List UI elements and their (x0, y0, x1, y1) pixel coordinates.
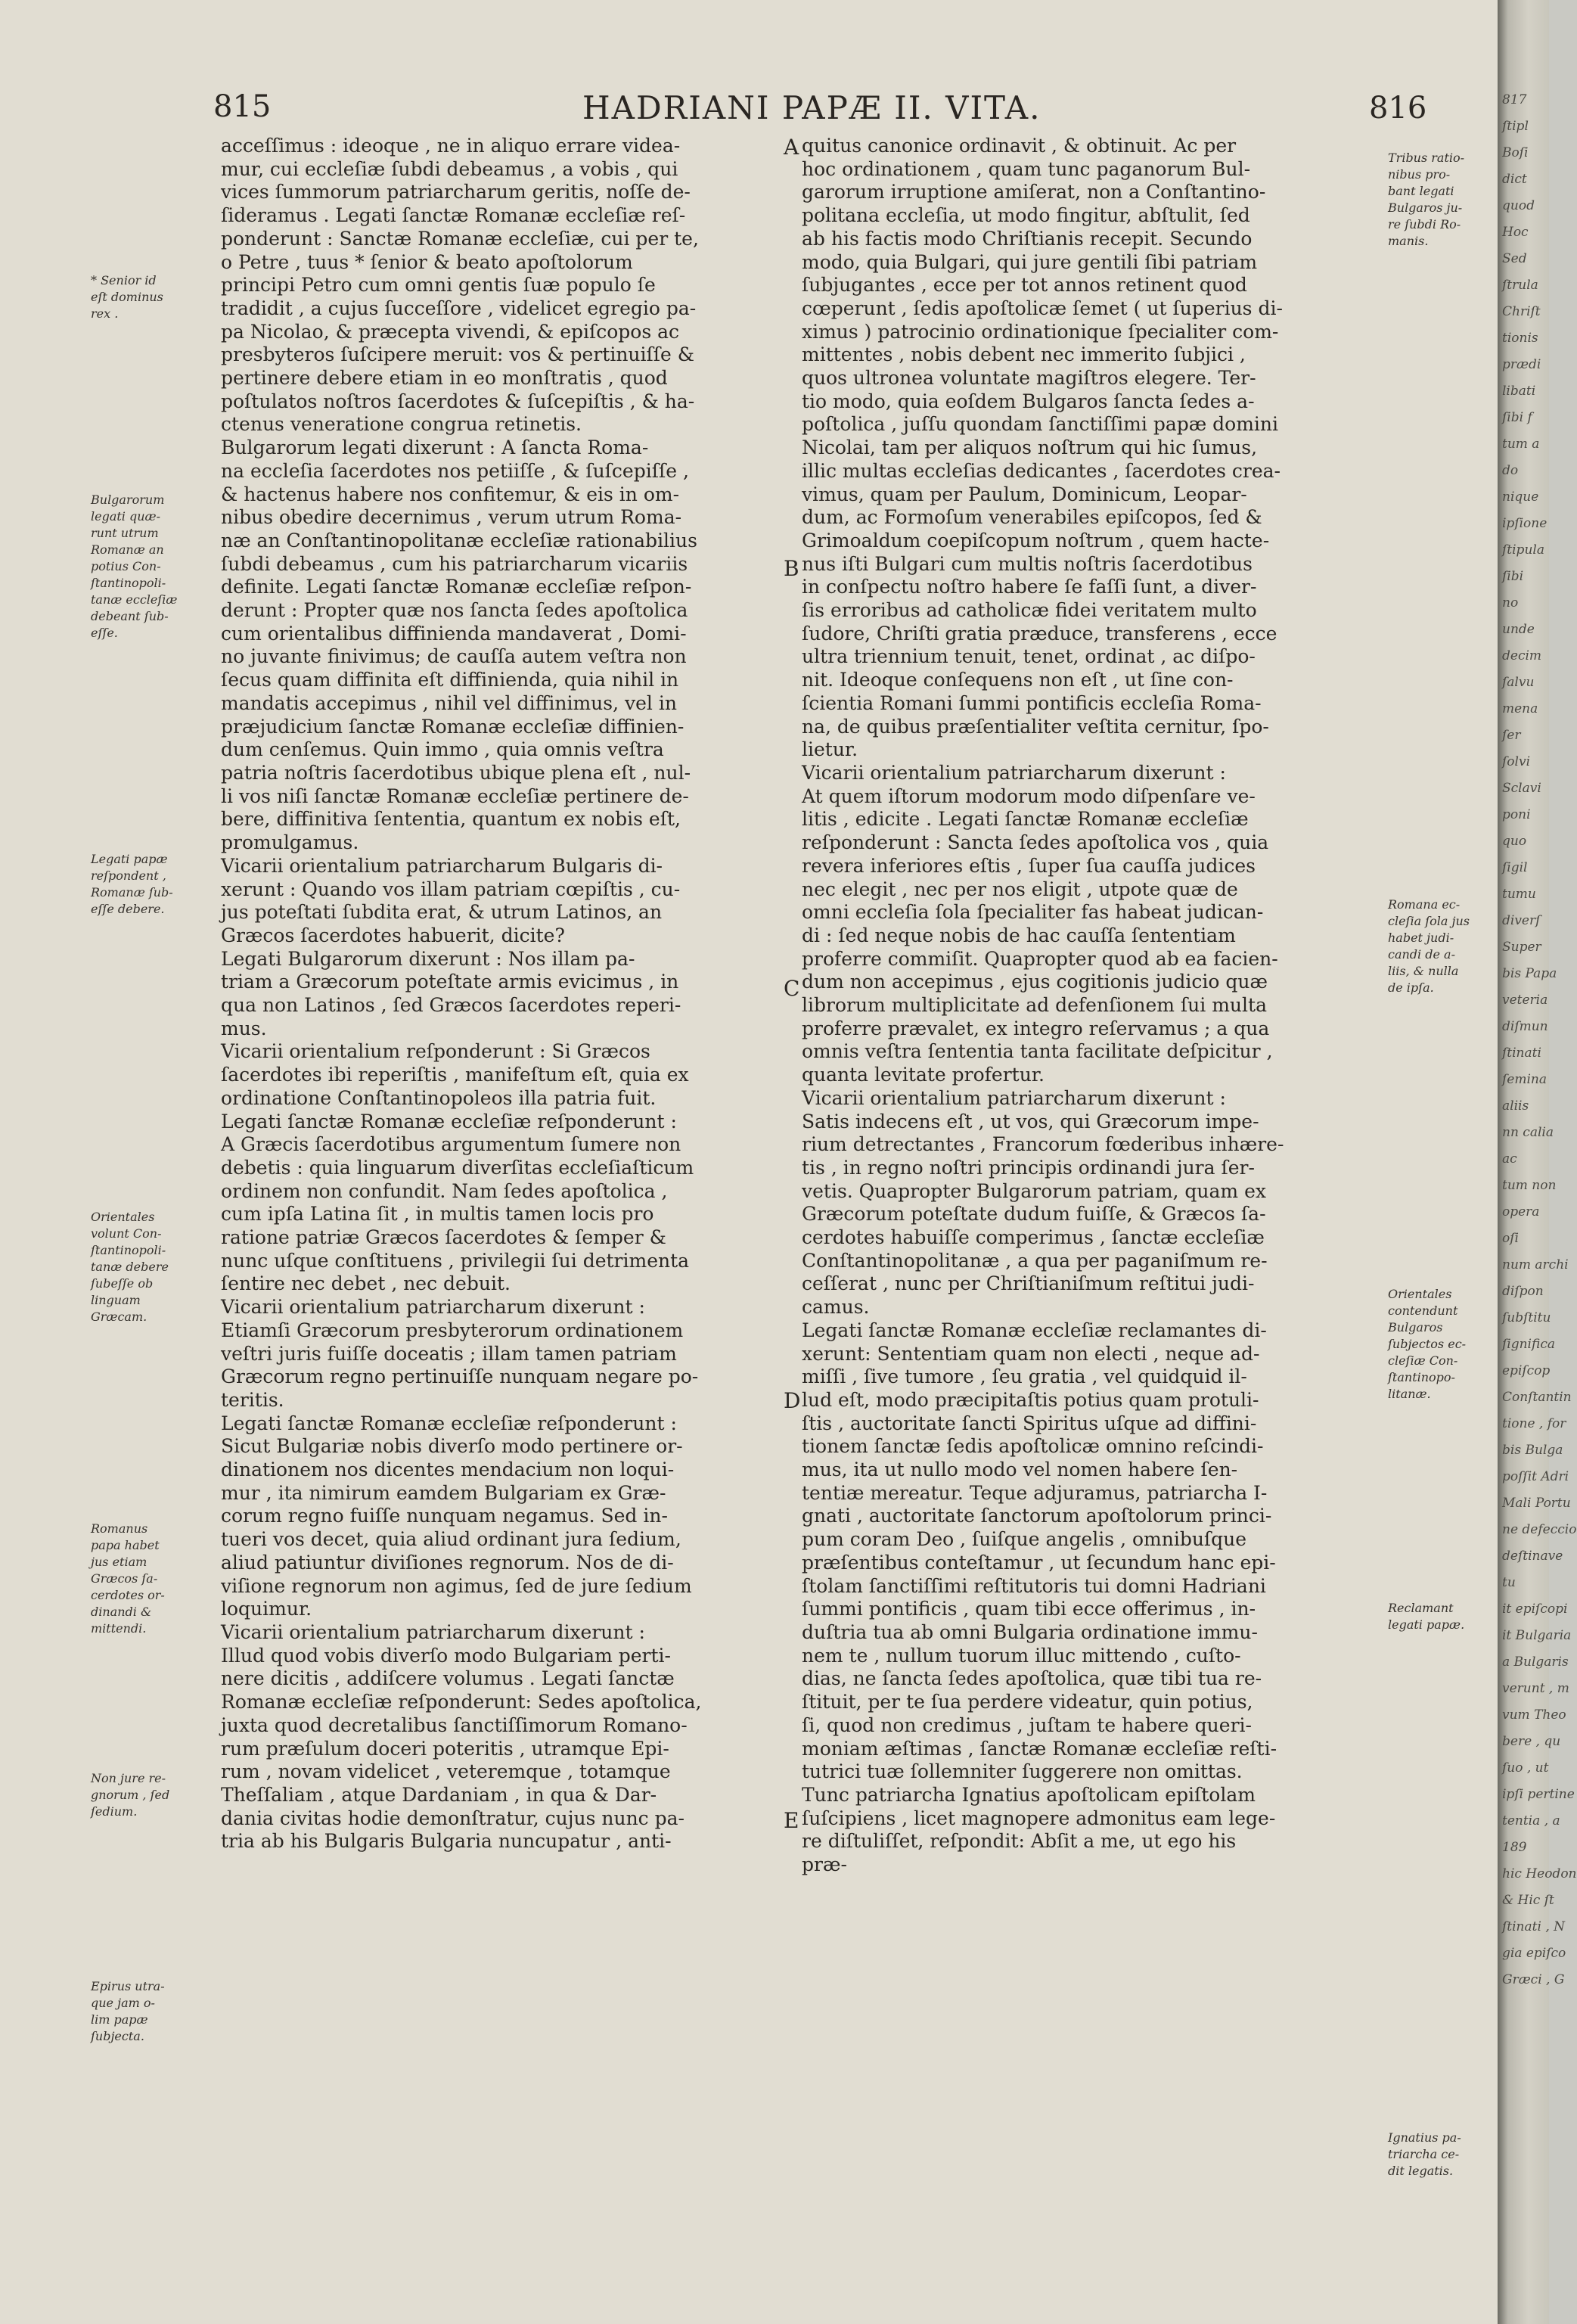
text-line: tis , in regno noſtri principis ordinandi jura ſer- (802, 1156, 1255, 1179)
text-line: ſi, quod non credimus , juſtam te habere queri- (802, 1713, 1252, 1736)
facing-page-fragment: Græci , G (1502, 1972, 1565, 1987)
facing-page-fragment: it Bulgaria (1502, 1628, 1572, 1643)
text-line: triam a Græcorum poteſtate armis evicimus , in (221, 971, 679, 993)
text-line: Vicarii orientalium patriarcharum dixerunt : (802, 1086, 1226, 1109)
margin-note: Tribus ratio- nibus pro- bant legati Bulgaros ju- re ſubdi Ro- manis. (1388, 151, 1465, 248)
facing-page-fragment: Hoc (1502, 225, 1529, 240)
text-line: veſtri juris fuiſſe doceatis ; illam tamen patriam (221, 1342, 677, 1365)
facing-page-fragment: epiſcop (1502, 1363, 1551, 1378)
text-line: proferre commiſit. Quapropter quod ab ea facien- (802, 947, 1278, 970)
text-line: Vicarii orientalium patriarcharum dixerunt : (221, 1621, 645, 1643)
facing-page-fragment: unde (1502, 622, 1535, 637)
text-line: mittentes , nobis debent nec immerito ſubjici , (802, 343, 1246, 366)
text-line: ab his factis modo Chriſtianis recepit. Secundo (802, 227, 1253, 250)
text-line: ratione patriæ Græcos ſacerdotes & ſemper & (221, 1226, 666, 1249)
margin-note: Orientales volunt Con- ſtantinopoli- tanæ debere ſubeſſe ob linguam Græcam. (91, 1210, 169, 1324)
text-line: lud eſt, modo præcipitaſtis potius quam protuli- (802, 1388, 1259, 1411)
facing-page-fragment: ſibi f (1502, 410, 1532, 425)
text-line: Græcorum regno pertinuiſſe nunquam negare po- (221, 1366, 699, 1388)
section-letter: B (784, 556, 799, 581)
text-line: rum , novam videlicet , veteremque , totamque (221, 1760, 671, 1783)
margin-note: Epirus utra- que jam o- lim papæ ſubjecta. (91, 1979, 165, 2043)
text-line: o Petre , tuus * ſenior & beato apoſtolorum (221, 250, 633, 273)
text-line: pertinere debere etiam in eo monſtratis , quod (221, 367, 668, 390)
text-line: ſubdi debeamus , cum his patriarcharum vicariis (221, 552, 688, 575)
text-line: tueri vos decet, quia aliud ordinant jura ſedium, (221, 1528, 681, 1551)
text-line: quitus canonice ordinavit , & obtinuit. Ac per (802, 135, 1237, 157)
page-number-right: 816 (1369, 91, 1427, 126)
facing-page-fragment: aliis (1502, 1098, 1529, 1114)
text-line: ſcientia Romani ſummi pontificis eccleſia Roma- (802, 691, 1262, 714)
facing-page-fragment: hic Heodon (1502, 1866, 1577, 1881)
text-line: dum non accepimus , ejus cogitionis judicio quæ (802, 971, 1268, 993)
text-line: Græcos ſacerdotes habuerit, dicite? (221, 924, 565, 946)
text-line: omnis veſtra ſententia tanta facilitate deſpicitur , (802, 1040, 1273, 1063)
text-line: ſis erroribus ad catholicæ fidei veritatem multo (802, 599, 1257, 622)
facing-page-fragment: a Bulgaris (1502, 1654, 1569, 1670)
margin-note: Romanus papa habet jus etiam Græcos ſa- cerdotes or- dinandi & mittendi. (91, 1521, 165, 1636)
text-line: patria noſtris ſacerdotibus ubique plena eſt , nul- (221, 761, 691, 784)
text-line: pum coram Deo , ſuiſque angelis , omnibuſque (802, 1528, 1247, 1551)
text-line: no juvante finivimus; de cauſſa autem veſtra non (221, 645, 687, 668)
facing-page-fragment: ipſi pertine (1502, 1787, 1575, 1802)
text-line: tradidit , a cujus ſucceſſore , videlicet egregio pa- (221, 297, 697, 319)
text-line: aliud patiuntur diviſiones regnorum. Nos de di- (221, 1551, 674, 1574)
text-line: præ- (802, 1853, 847, 1876)
text-line: debetis : quia linguarum diverſitas eccleſiaſticum (221, 1156, 694, 1179)
text-line: Nicolai, tam per aliquos noſtrum qui hic ſumus, (802, 437, 1258, 459)
facing-page-fragment: Mali Portu (1502, 1496, 1571, 1511)
text-line: garorum irruptione amiſerat, non a Conſtantino- (802, 181, 1266, 204)
facing-page-fragment: poni (1502, 807, 1531, 822)
text-line: Theſſaliam , atque Dardaniam , in qua & Dar- (221, 1783, 657, 1806)
text-line: Romanæ eccleſiæ reſponderunt: Sedes apoſtolica, (221, 1691, 702, 1713)
text-line: ſtolam ſanctiſſimi reſtitutoris tui domni Hadriani (802, 1574, 1266, 1597)
text-line: dum cenſemus. Quin immo , quia omnis veſtra (221, 738, 664, 761)
margin-note: Orientales contendunt Bulgaros ſubjectos ec- cleſiæ Con- ſtantinopo- litanæ. (1388, 1287, 1467, 1401)
text-line: duſtria tua ab omni Bulgaria ordinatione immu- (802, 1621, 1258, 1643)
section-letter: C (784, 976, 800, 1001)
text-line: vimus, quam per Paulum, Dominicum, Leopar- (802, 483, 1247, 505)
text-line: nibus obedire decernimus , verum utrum Roma- (221, 506, 682, 529)
facing-page-fragment: no (1502, 595, 1519, 611)
text-line: xerunt : Quando vos illam patriam cœpiſtis , cu- (221, 878, 681, 900)
page-number-left: 815 (213, 89, 272, 124)
text-line: Etiamſi Græcorum presbyterorum ordinationem (221, 1319, 684, 1341)
text-line: rum præſulum doceri poteritis , utramque Epi- (221, 1737, 669, 1760)
facing-page-fragment: Conſtantin (1502, 1390, 1572, 1405)
text-line: jus poteſtati ſubdita erat, & utrum Latinos, an (221, 901, 663, 924)
margin-note: Romana ec- cleſia ſola jus habet judi- candi de a- liis, & nulla de ipſa. (1388, 897, 1470, 995)
facing-page-fragment: tentia , a (1502, 1813, 1560, 1828)
text-line: præſentibus conteſtamur , ut ſecundum hanc epi- (802, 1551, 1276, 1574)
text-line: ſubjugantes , ecce per tot annos retinent quod (802, 274, 1247, 297)
text-line: mandatis accepimus , nihil vel diffinimus, vel in (221, 691, 677, 714)
text-line: & hactenus habere nos confitemur, & eis in om- (221, 483, 680, 505)
text-line: cum orientalibus diffinienda mandaverat , Domi- (221, 622, 687, 645)
facing-page-fragment: oſi (1502, 1231, 1519, 1246)
text-line: bere, diffinitiva ſententia, quantum ex nobis eſt, (221, 808, 681, 831)
margin-note: Bulgarorum legati quæ- runt utrum Romanæ an potius Con- ſtantinopoli- tanæ eccleſiæ debeant ſub- eſſe. (91, 492, 178, 640)
margin-note: * Senior id eſt dominus rex . (91, 273, 163, 321)
text-line: ſuſcipiens , licet magnopere admonitus eam lege- (802, 1807, 1276, 1829)
text-line: ſtituit, per te ſua perdere videatur, quin potius, (802, 1691, 1253, 1713)
text-line: definite. Legati ſanctæ Romanæ eccleſiæ reſpon- (221, 576, 692, 598)
text-line: corum regno fuiſſe nunquam negamus. Sed in- (221, 1505, 668, 1527)
facing-page-fragment: bere , qu (1502, 1734, 1561, 1749)
facing-page-fragment: libati (1502, 384, 1536, 399)
facing-page-fragment: decim (1502, 648, 1542, 663)
text-line: politana eccleſia, ut modo fingitur, abſtulit, ſed (802, 204, 1250, 227)
text-line: ſideramus . Legati ſanctæ Romanæ eccleſiæ reſ- (221, 204, 686, 227)
facing-page-fragment: tione , for (1502, 1416, 1566, 1431)
facing-page-fragment: ſtipula (1502, 542, 1544, 558)
text-line: moniam æſtimas , ſanctæ Romanæ eccleſiæ reſti- (802, 1737, 1277, 1760)
text-line: na eccleſia ſacerdotes nos petiiſſe , & ſuſcepiſſe , (221, 459, 689, 482)
text-line: Legati Bulgarorum dixerunt : Nos illam pa- (221, 947, 635, 970)
facing-page-fragment: nique (1502, 489, 1539, 505)
text-line: Vicarii orientalium patriarcharum dixerunt : (802, 761, 1226, 784)
text-line: quanta levitate profertur. (802, 1064, 1045, 1086)
text-line: nere dicitis , addiſcere volumus . Legati ſanctæ (221, 1667, 675, 1690)
text-line: Vicarii orientalium reſponderunt : Si Græcos (221, 1040, 650, 1063)
text-line: ceſſerat , nunc per Chriſtianiſmum reſtitui judi- (802, 1272, 1255, 1295)
text-line: tentiæ mereatur. Teque adjuramus, patriarcha I- (802, 1481, 1268, 1504)
facing-page-fragment: do (1502, 463, 1519, 478)
text-line: ſacerdotes ibi reperiſtis , manifeſtum eſt, quia ex (221, 1064, 689, 1086)
text-line: juxta quod decretalibus ſanctiſſimorum Romano- (221, 1713, 688, 1736)
facing-page-fragment: Boſi (1502, 145, 1529, 160)
text-line: Tunc patriarcha Ignatius apoſtolicam epiſtolam (802, 1783, 1256, 1806)
text-line: ordinem non confundit. Nam ſedes apoſtolica , (221, 1179, 668, 1202)
facing-page-fragment: ſuo , ut (1502, 1760, 1549, 1776)
text-line: quos ultronea voluntate magiſtros elegere. Ter- (802, 367, 1256, 390)
text-line: hoc ordinationem , quam tunc paganorum Bul- (802, 157, 1251, 180)
section-letter: D (784, 1388, 801, 1413)
text-line: modo, quia Bulgari, qui jure gentili ſibi patriam (802, 250, 1258, 273)
text-line: Sicut Bulgariæ nobis diverſo modo pertinere or- (221, 1435, 683, 1458)
text-line: ultra triennium tenuit, tenet, ordinat , ac diſpo- (802, 645, 1256, 668)
text-line: derunt : Propter quæ nos ſancta ſedes apoſtolica (221, 599, 688, 622)
section-letter: E (784, 1808, 799, 1833)
facing-page-fragment: dict (1502, 172, 1527, 187)
margin-note: Reclamant legati papæ. (1388, 1601, 1465, 1632)
facing-page-fragment: ſolvi (1502, 754, 1531, 769)
text-line: pa Nicolao, & præcepta vivendi, & epiſcopos ac (221, 320, 680, 343)
text-line: præjudicium ſanctæ Romanæ eccleſiæ diffinien- (221, 715, 685, 738)
facing-page-fragment: nn calia (1502, 1125, 1554, 1140)
facing-page-fragment: diverſ (1502, 913, 1541, 928)
facing-page-fragment: tum a (1502, 437, 1540, 452)
facing-page-fragment: ſtipl (1502, 119, 1529, 134)
facing-page-fragment: quod (1502, 198, 1535, 213)
facing-page-fragment: vum Theo (1502, 1707, 1566, 1723)
text-line: nunc uſque conſtituens , privilegii ſui detrimenta (221, 1249, 690, 1272)
text-line: loquimur. (221, 1598, 312, 1620)
facing-page-fragment: verunt , m (1502, 1681, 1569, 1696)
text-line: Legati ſanctæ Romanæ eccleſiæ reclamantes di- (802, 1319, 1267, 1341)
text-line: revera inferiores eſtis , ſuper ſua cauſſa judices (802, 854, 1256, 877)
text-line: ximus ) patrocinio ordinationique ſpecialiter com- (802, 320, 1279, 343)
facing-page-fragment: Super (1502, 940, 1541, 955)
facing-page-fragment: ſigil (1502, 860, 1528, 875)
text-line: principi Petro cum omni gentis ſuæ populo ſe (221, 274, 656, 297)
facing-page-fragment: prædi (1502, 357, 1541, 372)
text-line: poſtulatos noſtros ſacerdotes & ſuſcepiſtis , & ha- (221, 390, 695, 412)
facing-page-fragment: veteria (1502, 993, 1548, 1008)
text-line: Legati ſanctæ Romanæ eccleſiæ reſponderunt : (221, 1110, 677, 1132)
text-line: vetis. Quapropter Bulgarorum patriam, quam ex (802, 1179, 1266, 1202)
facing-page-fragment: ipſione (1502, 516, 1548, 531)
text-line: acceſſimus : ideoque , ne in aliquo errare videa- (221, 135, 681, 157)
text-line: cerdotes habuiſſe comperimus , ſanctæ eccleſiæ (802, 1226, 1265, 1249)
text-line: poſtolica , juſſu quondam ſanctiſſimi papæ domini (802, 413, 1279, 436)
text-line: in conſpectu noſtro habere ſe faſſi ſunt, a diver- (802, 576, 1257, 598)
facing-page-fragment: mena (1502, 701, 1538, 716)
text-line: mur , ita nimirum eamdem Bulgariam ex Græ- (221, 1481, 666, 1504)
text-line: Bulgarorum legati dixerunt : A ſancta Roma- (221, 437, 649, 459)
text-line: Conſtantinopolitanæ , a qua per paganiſmum re- (802, 1249, 1268, 1272)
facing-page-fragment: ſubſtitu (1502, 1310, 1551, 1325)
facing-page-fragment: ſtinati (1502, 1045, 1541, 1061)
facing-page-fragment: it epiſcopi (1502, 1602, 1568, 1617)
text-line: re diſtuliſſet, reſpondit: Abſit a me, ut ego his (802, 1830, 1237, 1853)
facing-page-fragment: & Hic ſt (1502, 1893, 1554, 1908)
text-line: mus. (221, 1017, 267, 1039)
facing-page-fragment: diſpon (1502, 1284, 1544, 1299)
facing-page-fragment: ſer (1502, 728, 1521, 743)
text-line: miſſi , ſive tumore , ſeu gratia , vel quidquid il- (802, 1366, 1247, 1388)
running-title: HADRIANI PAPÆ II. VITA. (582, 89, 1042, 126)
facing-page-fragment: Sed (1502, 251, 1527, 266)
facing-page-fragment: ac (1502, 1151, 1517, 1167)
text-line: reſponderunt : Sancta ſedes apoſtolica vos , quia (802, 831, 1269, 854)
text-line: Grimoaldum coepiſcopum noſtrum , quem hacte- (802, 529, 1270, 551)
text-line: ordinatione Conſtantinopoleos illa patria fuit. (221, 1086, 657, 1109)
text-line: mus, ita ut nullo modo vel nomen habere ſen- (802, 1459, 1238, 1481)
facing-page-fragment: gia epiſco (1502, 1946, 1566, 1961)
text-line: Legati ſanctæ Romanæ eccleſiæ reſponderunt : (221, 1412, 677, 1434)
text-line: nec elegit , nec per nos eligit , utpote quæ de (802, 878, 1238, 900)
margin-note: Ignatius pa- triarcha ce- dit legatis. (1388, 2130, 1461, 2178)
text-line: proferre prævalet, ex integro reſervamus ; a qua (802, 1017, 1270, 1039)
text-line: ſecus quam diffinita eſt diffinienda, quia nihil in (221, 669, 679, 691)
facing-page-edge (1498, 0, 1577, 2324)
facing-page-fragment: num archi (1502, 1257, 1569, 1272)
text-line: ſummi pontificis , quam tibi ecce offerimus , in- (802, 1598, 1256, 1620)
margin-note: Non jure re- gnorum , ſed ſedium. (91, 1771, 170, 1819)
text-line: viſione regnorum non agimus, ſed de jure ſedium (221, 1574, 692, 1597)
text-line: ſtis , auctoritate ſancti Spiritus uſque ad diffini- (802, 1412, 1257, 1434)
text-line: gnati , auctoritate ſanctorum apoſtolorum princi- (802, 1505, 1272, 1527)
text-line: tio modo, quia eoſdem Bulgaros ſancta ſedes a- (802, 390, 1255, 412)
left-text-column (221, 135, 781, 1853)
text-line: nem te , nullum tuorum illuc mittendo , cuſto- (802, 1644, 1241, 1667)
text-line: rium detrectantes , Francorum fœderibus inhære- (802, 1133, 1284, 1156)
text-line: nit. Ideoque conſequens non eſt , ut ſine con- (802, 669, 1234, 691)
facing-page-fragment: ſignifica (1502, 1337, 1555, 1352)
facing-page-fragment: ſtrula (1502, 278, 1538, 293)
facing-page-fragment: ſibi (1502, 569, 1524, 584)
text-line: tria ab his Bulgaris Bulgaria nuncupatur , anti- (221, 1830, 672, 1853)
text-line: cœperunt , ſedis apoſtolicæ ſemet ( ut ſuperius di- (802, 297, 1283, 319)
text-line: A Græcis ſacerdotibus argumentum ſumere non (221, 1133, 681, 1156)
facing-page-fragment: tum non (1502, 1178, 1557, 1193)
text-line: dinationem nos dicentes mendacium non loqui- (221, 1459, 675, 1481)
facing-page-fragment: 817 (1502, 92, 1527, 107)
text-line: ſudore, Chriſti gratia præduce, transferens , ecce (802, 622, 1277, 645)
facing-page-fragment: deſtinave (1502, 1549, 1563, 1564)
facing-page-fragment: bis Papa (1502, 966, 1557, 981)
text-line: omni eccleſia ſola ſpecialiter fas habeat judican- (802, 901, 1264, 924)
text-line: di : ſed neque nobis de hac cauſſa ſententiam (802, 924, 1236, 946)
facing-page-fragment: tumu (1502, 887, 1536, 902)
text-line: ſentire nec debet , nec debuit. (221, 1272, 511, 1295)
text-line: cum ipſa Latina ſit , in multis tamen locis pro (221, 1203, 654, 1226)
text-line: Vicarii orientalium patriarcharum dixerunt : (221, 1296, 645, 1319)
text-line: li vos niſi ſanctæ Romanæ eccleſiæ pertinere de- (221, 785, 689, 807)
text-line: vices ſummorum patriarcharum geritis, noſſe de- (221, 181, 691, 204)
text-line: litis , edicite . Legati ſanctæ Romanæ eccleſiæ (802, 808, 1249, 831)
text-line: na, de quibus præſentialiter veſtita cernitur, ſpo- (802, 715, 1269, 738)
facing-page-fragment: ſalvu (1502, 675, 1535, 690)
text-line: teritis. (221, 1388, 284, 1411)
text-line: Satis indecens eſt , ut vos, qui Græcorum impe- (802, 1110, 1259, 1132)
text-line: nus iſti Bulgari cum multis noſtris ſacerdotibus (802, 552, 1253, 575)
section-letter: A (784, 135, 799, 160)
text-line: xerunt: Sententiam quam non electi , neque ad- (802, 1342, 1260, 1365)
facing-page-fragment: 189 (1502, 1840, 1527, 1855)
facing-page-fragment: ſemina (1502, 1072, 1547, 1087)
text-line: camus. (802, 1296, 870, 1319)
text-line: librorum multiplicitate ad defenſionem ſui multa (802, 994, 1267, 1017)
text-line: presbyteros ſuſcipere meruit: vos & pertinuiſſe & (221, 343, 695, 366)
text-line: tionem ſanctæ ſedis apoſtolicæ omnino reſcindi- (802, 1435, 1264, 1458)
facing-page-fragment: tionis (1502, 331, 1538, 346)
text-line: Vicarii orientalium patriarcharum Bulgaris di- (221, 854, 663, 877)
text-line: næ an Conſtantinopolitanæ eccleſiæ rationabilius (221, 529, 697, 551)
text-line: At quem iſtorum modorum modo diſpenſare ve- (802, 785, 1256, 807)
facing-page-fragment: diſmun (1502, 1019, 1548, 1034)
text-line: Græcorum poteſtate dudum fuiſſe, & Græcos ſa- (802, 1203, 1266, 1226)
text-line: ponderunt : Sanctæ Romanæ eccleſiæ, cui per te, (221, 227, 699, 250)
text-line: Illud quod vobis diverſo modo Bulgariam perti- (221, 1644, 671, 1667)
text-line: promulgamus. (221, 831, 359, 854)
text-line: illic multas eccleſias dedicantes , ſacerdotes crea- (802, 459, 1281, 482)
facing-page-fragment: poſſit Adri (1502, 1469, 1569, 1484)
facing-page-fragment: ſtinati , N (1502, 1919, 1565, 1934)
text-line: tutrici tuæ ſollemniter ſuggerere non omittas. (802, 1760, 1243, 1783)
text-line: mur, cui eccleſiæ ſubdi debeamus , a vobis , qui (221, 157, 678, 180)
text-line: dum, ac Formoſum venerabiles epiſcopos, ſed & (802, 506, 1262, 529)
facing-page-fragment: opera (1502, 1204, 1540, 1219)
facing-page-fragment: Chriſt (1502, 304, 1541, 319)
text-line: qua non Latinos , ſed Græcos ſacerdotes reperi- (221, 994, 681, 1017)
facing-page-fragment: tu (1502, 1575, 1516, 1590)
right-text-column (802, 135, 1377, 1877)
text-line: dania civitas hodie demonſtratur, cujus nunc pa- (221, 1807, 685, 1829)
text-line: dias, ne ſancta ſedes apoſtolica, quæ tibi tua re- (802, 1667, 1262, 1690)
text-line: lietur. (802, 738, 858, 761)
facing-page-fragment: quo (1502, 834, 1527, 849)
facing-page-fragment: bis Bulga (1502, 1443, 1563, 1458)
margin-note: Legati papæ reſpondent , Romanæ ſub- eſſe debere. (91, 852, 173, 916)
text-line: ctenus veneratione congrua retinetis. (221, 413, 582, 436)
facing-page-fragment: Sclavi (1502, 781, 1541, 796)
running-header (0, 89, 1498, 135)
facing-page-fragment: ne defeccio (1502, 1522, 1577, 1537)
